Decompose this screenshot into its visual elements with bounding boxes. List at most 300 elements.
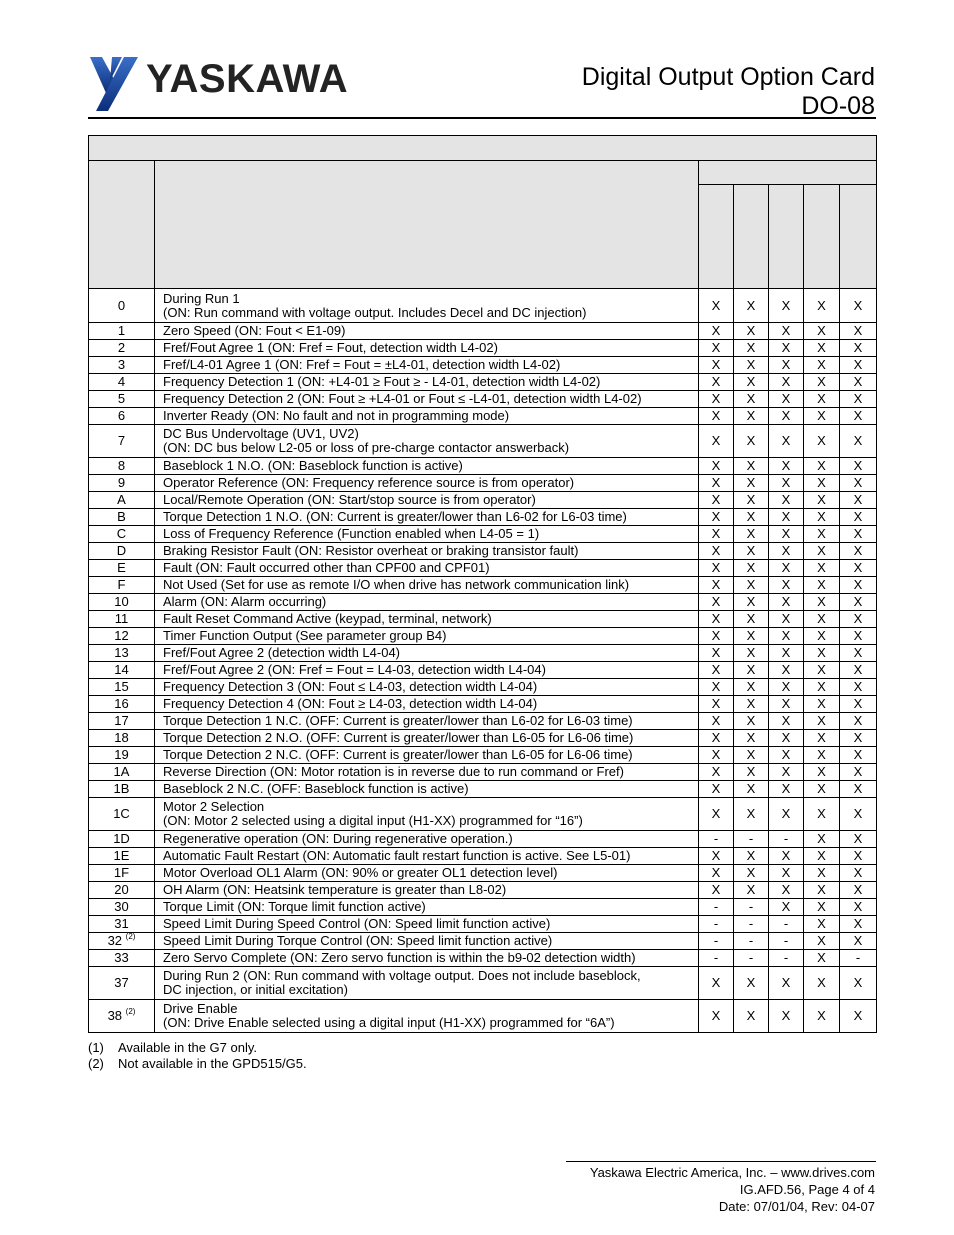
table-row — [89, 798, 877, 831]
drive-support-mark: X — [804, 645, 840, 662]
setting-code-cell — [89, 967, 155, 1000]
drive-support-mark: X — [840, 611, 877, 628]
function-description-cell — [155, 323, 699, 340]
setting-code-cell — [89, 865, 155, 882]
drive-support-mark: X — [769, 696, 804, 713]
drive-support-mark: X — [769, 764, 804, 781]
drive-support-mark: X — [699, 357, 734, 374]
table-row — [89, 967, 877, 1000]
drive-support-mark: X — [734, 425, 769, 458]
function-description-line: Frequency Detection 1 (ON: +L4-01 ≥ Fout ≥ - L4-01, detection width L4-02) — [163, 374, 601, 389]
function-description-line: Fref/Fout Agree 1 (ON: Fref = Fout, detection width L4-02) — [163, 340, 498, 355]
drive-support-mark: X — [840, 967, 877, 1000]
function-description-line: During Run 2 (ON: Run command with voltage output. Does not include baseblock, — [163, 968, 641, 983]
table-row — [89, 831, 877, 848]
drive-support-mark: X — [769, 340, 804, 357]
header-function-cell — [155, 161, 699, 289]
drive-support-mark: X — [699, 289, 734, 323]
drive-support-mark: X — [769, 730, 804, 747]
footer-date: Date: 07/01/04, Rev: 04-07 — [718, 1199, 875, 1214]
table-header-row — [89, 161, 877, 185]
drive-support-mark: X — [840, 747, 877, 764]
drive-support-mark: - — [769, 831, 804, 848]
function-description-cell — [155, 764, 699, 781]
drive-support-mark: X — [840, 730, 877, 747]
function-description-cell — [155, 696, 699, 713]
output-function-table — [88, 135, 877, 1033]
drive-support-mark: X — [769, 357, 804, 374]
setting-code-cell — [89, 645, 155, 662]
drive-support-mark: - — [699, 916, 734, 933]
document-title — [582, 63, 875, 121]
drive-support-mark: X — [699, 713, 734, 730]
table-row — [89, 492, 877, 509]
yaskawa-logo — [88, 55, 378, 113]
drive-support-mark: X — [769, 645, 804, 662]
setting-code: 1D — [113, 831, 130, 846]
drive-support-mark: X — [699, 458, 734, 475]
drive-support-mark: X — [840, 357, 877, 374]
function-description-cell — [155, 645, 699, 662]
setting-code: 14 — [114, 662, 129, 677]
function-description-cell — [155, 374, 699, 391]
function-description-line: Torque Detection 2 N.C. (OFF: Current is greater/lower than L6-05 for L6-06 time) — [163, 747, 633, 762]
drive-support-mark: X — [769, 374, 804, 391]
setting-code-cell — [89, 611, 155, 628]
function-description-line: (ON: Motor 2 selected using a digital input (H1-XX) programmed for “16”) — [163, 813, 583, 828]
setting-code: E — [117, 560, 126, 575]
function-description-cell — [155, 475, 699, 492]
title-line-2: DO-08 — [801, 92, 875, 120]
setting-code-cell — [89, 408, 155, 425]
function-description-cell — [155, 357, 699, 374]
drive-support-mark: X — [804, 289, 840, 323]
setting-code-cell — [89, 323, 155, 340]
drive-support-mark: X — [699, 492, 734, 509]
drive-support-mark: X — [734, 340, 769, 357]
setting-code: 17 — [114, 713, 129, 728]
function-description-cell — [155, 492, 699, 509]
drive-support-mark: X — [769, 713, 804, 730]
drive-support-mark: X — [734, 628, 769, 645]
footer-company: Yaskawa Electric America, Inc. – www.drives.com — [589, 1165, 875, 1180]
drive-support-mark: X — [840, 713, 877, 730]
drive-support-mark: X — [804, 526, 840, 543]
function-description-cell — [155, 458, 699, 475]
function-description-cell — [155, 865, 699, 882]
setting-code: 11 — [114, 611, 129, 626]
drive-support-mark: X — [699, 679, 734, 696]
header-setting-cell — [89, 161, 155, 289]
setting-code: 1 — [117, 323, 126, 338]
function-description-line: Zero Speed (ON: Fout < E1-09) — [163, 323, 346, 338]
drive-support-mark: X — [804, 475, 840, 492]
drive-support-mark: X — [699, 425, 734, 458]
setting-code: 12 — [114, 628, 129, 643]
function-description-line: Motor 2 Selection — [163, 799, 265, 814]
drive-support-mark: X — [734, 679, 769, 696]
table-row — [89, 577, 877, 594]
drive-support-mark: X — [734, 560, 769, 577]
drive-support-mark: X — [769, 848, 804, 865]
setting-code-cell — [89, 798, 155, 831]
function-description-cell — [155, 628, 699, 645]
drive-support-mark: X — [840, 374, 877, 391]
drive-support-mark: - — [699, 950, 734, 967]
function-description-line: Alarm (ON: Alarm occurring) — [163, 594, 327, 609]
table-row — [89, 747, 877, 764]
drive-support-mark: X — [804, 713, 840, 730]
drive-support-mark: X — [840, 831, 877, 848]
drive-support-mark: X — [804, 831, 840, 848]
drive-support-mark: X — [840, 594, 877, 611]
function-description-line: Operator Reference (ON: Frequency reference source is from operator) — [163, 475, 575, 490]
drive-support-mark: X — [769, 1000, 804, 1033]
drive-support-mark: - — [769, 916, 804, 933]
table-row — [89, 374, 877, 391]
table-row — [89, 425, 877, 458]
drive-support-mark: X — [840, 289, 877, 323]
drive-support-mark: X — [734, 408, 769, 425]
table-row — [89, 526, 877, 543]
drive-support-mark: X — [769, 882, 804, 899]
drive-support-mark: X — [769, 899, 804, 916]
drive-support-mark: X — [769, 475, 804, 492]
drive-support-mark: X — [699, 408, 734, 425]
drive-support-mark: X — [769, 458, 804, 475]
drive-support-mark: X — [840, 882, 877, 899]
setting-code: 15 — [114, 679, 129, 694]
drive-support-mark: X — [734, 713, 769, 730]
table-row — [89, 1000, 877, 1033]
function-description-cell — [155, 560, 699, 577]
function-description-line: Speed Limit During Torque Control (ON: Speed limit function active) — [163, 933, 553, 948]
drive-support-mark: X — [804, 492, 840, 509]
setting-code-cell — [89, 713, 155, 730]
drive-support-mark: X — [699, 848, 734, 865]
setting-code: 1C — [113, 806, 130, 821]
setting-code: 1B — [113, 781, 130, 796]
drive-support-mark: X — [769, 865, 804, 882]
setting-code: B — [117, 509, 126, 524]
drive-support-mark: X — [804, 425, 840, 458]
drive-support-mark: X — [804, 1000, 840, 1033]
drive-support-mark: X — [804, 323, 840, 340]
function-description-line: Frequency Detection 4 (ON: Fout ≥ L4-03, detection width L4-04) — [163, 696, 538, 711]
drive-support-mark: X — [769, 391, 804, 408]
function-description-cell — [155, 1000, 699, 1033]
drive-support-mark: X — [734, 611, 769, 628]
function-description-line: Timer Function Output (See parameter group B4) — [163, 628, 447, 643]
table-row — [89, 611, 877, 628]
setting-code: F — [117, 577, 126, 592]
table-row — [89, 475, 877, 492]
drive-support-mark: X — [734, 509, 769, 526]
drive-support-mark: X — [804, 730, 840, 747]
setting-code-cell — [89, 340, 155, 357]
drive-support-mark: X — [840, 645, 877, 662]
drive-support-mark: X — [734, 357, 769, 374]
function-description-line: During Run 1 — [163, 290, 240, 306]
setting-code: 3 — [117, 357, 126, 372]
function-description-cell — [155, 526, 699, 543]
setting-code-cell — [89, 950, 155, 967]
setting-code: 9 — [117, 475, 126, 490]
function-description-line: Fault Reset Command Active (keypad, terminal, network) — [163, 611, 492, 626]
title-line-1: Digital Output Option Card — [581, 63, 875, 91]
drive-support-mark: X — [804, 340, 840, 357]
setting-code-cell — [89, 679, 155, 696]
drive-support-mark: X — [840, 458, 877, 475]
drive-support-mark: X — [699, 543, 734, 560]
drive-support-mark: X — [840, 425, 877, 458]
function-description-line: Motor Overload OL1 Alarm (ON: 90% or greater OL1 detection level) — [163, 865, 558, 880]
setting-code: C — [116, 526, 127, 541]
setting-code-cell — [89, 628, 155, 645]
function-description-cell — [155, 594, 699, 611]
setting-code: 16 — [114, 696, 129, 711]
drive-support-mark: X — [734, 696, 769, 713]
function-description-line: Inverter Ready (ON: No fault and not in programming mode) — [163, 408, 510, 423]
setting-code-cell — [89, 475, 155, 492]
function-description-line: OH Alarm (ON: Heatsink temperature is greater than L8-02) — [163, 882, 507, 897]
setting-code: 1A — [113, 764, 130, 779]
table-row — [89, 594, 877, 611]
setting-code: 13 — [114, 645, 129, 660]
drive-support-mark: X — [769, 408, 804, 425]
setting-code: 32 — [107, 933, 123, 948]
header-drive-col-4 — [804, 185, 840, 289]
setting-code-cell — [89, 458, 155, 475]
setting-code-cell — [89, 1000, 155, 1033]
function-description-line: Not Used (Set for use as remote I/O when drive has network communication link) — [163, 577, 630, 592]
function-description-cell — [155, 391, 699, 408]
setting-code: A — [117, 492, 126, 507]
drive-support-mark: X — [734, 526, 769, 543]
yaskawa-logo-mark — [88, 55, 378, 113]
function-description-cell — [155, 882, 699, 899]
drive-support-mark: X — [804, 594, 840, 611]
drive-support-mark: X — [734, 543, 769, 560]
table-row — [89, 848, 877, 865]
drive-support-mark: X — [804, 798, 840, 831]
function-description-line: Fref/L4-01 Agree 1 (ON: Fref = Fout = ±L4-01, detection width L4-02) — [163, 357, 561, 372]
drive-support-mark: X — [804, 458, 840, 475]
table-row — [89, 882, 877, 899]
setting-code-cell — [89, 764, 155, 781]
drive-support-mark: X — [699, 577, 734, 594]
function-description-line: Frequency Detection 3 (ON: Fout ≤ L4-03, detection width L4-04) — [163, 679, 538, 694]
table-row — [89, 950, 877, 967]
setting-code: 10 — [114, 594, 129, 609]
drive-support-mark: X — [769, 543, 804, 560]
header-drive-col-5 — [840, 185, 877, 289]
drive-support-mark: - — [734, 933, 769, 950]
drive-support-mark: X — [840, 509, 877, 526]
table-row — [89, 543, 877, 560]
drive-support-mark: X — [804, 408, 840, 425]
setting-code: 33 — [114, 950, 129, 965]
function-description-line: Fault (ON: Fault occurred other than CPF00 and CPF01) — [163, 560, 490, 575]
setting-code: D — [116, 543, 127, 558]
drive-support-mark: X — [699, 611, 734, 628]
drive-support-mark: X — [840, 696, 877, 713]
setting-code-cell — [89, 391, 155, 408]
drive-support-mark: X — [804, 781, 840, 798]
function-description-cell — [155, 831, 699, 848]
function-description-line: Fref/Fout Agree 2 (detection width L4-04) — [163, 645, 401, 660]
drive-support-mark: X — [840, 848, 877, 865]
drive-support-mark: - — [734, 950, 769, 967]
function-description-cell — [155, 798, 699, 831]
drive-support-mark: X — [804, 577, 840, 594]
setting-code-cell — [89, 560, 155, 577]
drive-support-mark: X — [769, 323, 804, 340]
drive-support-mark: X — [699, 391, 734, 408]
drive-support-mark: X — [840, 662, 877, 679]
table-row — [89, 509, 877, 526]
function-description-line: (ON: Drive Enable selected using a digital input (H1-XX) programmed for “6A”) — [163, 1015, 615, 1030]
drive-support-mark: X — [734, 458, 769, 475]
drive-support-mark: X — [734, 492, 769, 509]
table-row — [89, 408, 877, 425]
drive-support-mark: X — [769, 560, 804, 577]
setting-code: 31 — [114, 916, 129, 931]
function-description-cell — [155, 289, 699, 323]
setting-code-cell — [89, 916, 155, 933]
drive-support-mark: X — [804, 933, 840, 950]
footnotes — [88, 1040, 307, 1072]
drive-support-mark: X — [734, 848, 769, 865]
drive-support-mark: X — [734, 882, 769, 899]
setting-code-cell — [89, 899, 155, 916]
drive-support-mark: - — [734, 831, 769, 848]
function-description-line: Torque Limit (ON: Torque limit function active) — [163, 899, 426, 914]
drive-support-mark: X — [840, 899, 877, 916]
footnote: (2) Not available in the GPD515/G5. — [88, 1056, 307, 1071]
table-row — [89, 933, 877, 950]
function-description-cell — [155, 425, 699, 458]
setting-code-cell — [89, 730, 155, 747]
drive-support-mark: - — [699, 831, 734, 848]
drive-support-mark: X — [699, 526, 734, 543]
drive-support-mark: X — [804, 611, 840, 628]
drive-support-mark: X — [769, 509, 804, 526]
function-description-cell — [155, 509, 699, 526]
drive-support-mark: X — [699, 509, 734, 526]
drive-support-mark: X — [804, 628, 840, 645]
drive-support-mark: X — [699, 781, 734, 798]
setting-code: 37 — [114, 975, 129, 990]
setting-code: 2 — [117, 340, 126, 355]
setting-code: 30 — [114, 899, 129, 914]
drive-support-mark: X — [699, 475, 734, 492]
drive-support-mark: X — [804, 865, 840, 882]
drive-support-mark: X — [840, 475, 877, 492]
table-row — [89, 560, 877, 577]
drive-support-mark: X — [769, 967, 804, 1000]
drive-support-mark: X — [734, 730, 769, 747]
drive-support-mark: X — [769, 798, 804, 831]
drive-support-mark: X — [769, 662, 804, 679]
setting-code-cell — [89, 933, 155, 950]
drive-support-mark: X — [804, 696, 840, 713]
table-row — [89, 628, 877, 645]
table-body — [89, 289, 877, 1033]
setting-code-cell — [89, 831, 155, 848]
function-description-line: Automatic Fault Restart (ON: Automatic fault restart function is active. See L5-01) — [163, 848, 631, 863]
drive-support-mark: X — [769, 679, 804, 696]
function-description-cell — [155, 899, 699, 916]
setting-code-cell — [89, 577, 155, 594]
function-description-line: Fref/Fout Agree 2 (ON: Fref = Fout = L4-03, detection width L4-04) — [163, 662, 546, 677]
function-description-cell — [155, 662, 699, 679]
drive-support-mark: X — [699, 374, 734, 391]
function-description-line: Torque Detection 2 N.O. (OFF: Current is greater/lower than L6-05 for L6-06 time) — [163, 730, 634, 745]
setting-code-cell — [89, 848, 155, 865]
table-row — [89, 357, 877, 374]
setting-code: 8 — [117, 458, 126, 473]
setting-code-cell — [89, 289, 155, 323]
function-description-cell — [155, 340, 699, 357]
drive-support-mark: X — [804, 509, 840, 526]
drive-support-mark: X — [734, 475, 769, 492]
table-row — [89, 696, 877, 713]
setting-code: 7 — [117, 433, 126, 448]
drive-support-mark: X — [804, 764, 840, 781]
drive-support-mark: - — [734, 899, 769, 916]
table-row — [89, 713, 877, 730]
drive-support-mark: X — [804, 679, 840, 696]
table-row — [89, 645, 877, 662]
drive-support-mark: X — [804, 747, 840, 764]
drive-support-mark: X — [734, 594, 769, 611]
drive-support-mark: X — [769, 628, 804, 645]
drive-support-mark: X — [699, 594, 734, 611]
drive-support-mark: X — [840, 391, 877, 408]
drive-support-mark: X — [699, 865, 734, 882]
function-description-line: Frequency Detection 2 (ON: Fout ≥ +L4-01 or Fout ≤ -L4-01, detection width L4-02) — [163, 391, 642, 406]
drive-support-mark: X — [699, 628, 734, 645]
drive-support-mark: X — [769, 594, 804, 611]
table-row — [89, 916, 877, 933]
function-description-line: Torque Detection 1 N.C. (OFF: Current is greater/lower than L6-02 for L6-03 time) — [163, 713, 633, 728]
function-description-line: Speed Limit During Speed Control (ON: Speed limit function active) — [163, 916, 551, 931]
drive-support-mark: X — [734, 764, 769, 781]
drive-support-mark: X — [769, 781, 804, 798]
drive-support-mark: X — [769, 577, 804, 594]
function-description-cell — [155, 408, 699, 425]
footnote-ref: (2) — [125, 932, 136, 941]
function-description-line: DC Bus Undervoltage (UV1, UV2) — [163, 426, 359, 441]
drive-support-mark: X — [840, 628, 877, 645]
drive-support-mark: X — [840, 781, 877, 798]
drive-support-mark: X — [769, 289, 804, 323]
footer-divider — [566, 1161, 876, 1162]
drive-support-mark: X — [699, 764, 734, 781]
drive-support-mark: X — [804, 391, 840, 408]
drive-support-mark: - — [769, 933, 804, 950]
drive-support-mark: X — [769, 526, 804, 543]
drive-support-mark: X — [840, 679, 877, 696]
setting-code-cell — [89, 526, 155, 543]
drive-support-mark: X — [734, 577, 769, 594]
drive-support-mark: X — [840, 323, 877, 340]
drive-support-mark: X — [699, 882, 734, 899]
function-description-line: Braking Resistor Fault (ON: Resistor overheat or braking transistor fault) — [163, 543, 579, 558]
setting-code: 1E — [113, 848, 130, 863]
table-row — [89, 764, 877, 781]
